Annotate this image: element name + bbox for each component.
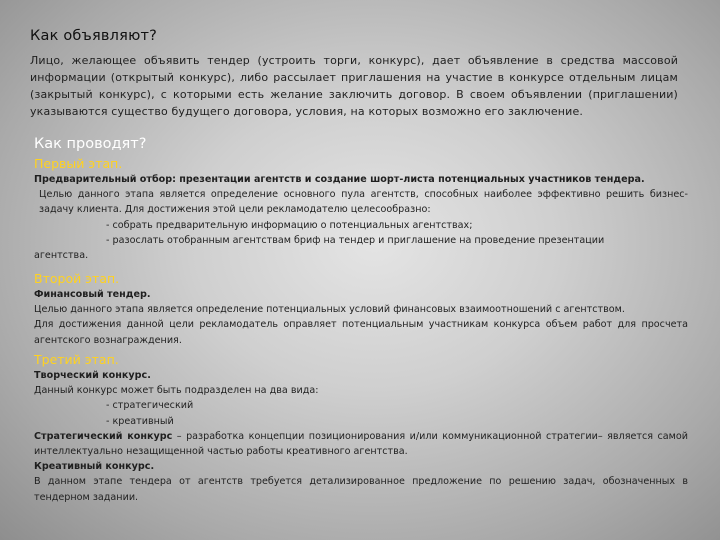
stage-3-item-2: - креативный	[106, 415, 174, 427]
stage-1-item-2-cont: агентства.	[34, 250, 89, 262]
section-title-conduct: Как проводят?	[34, 136, 147, 152]
stage-2-text-1: Целью данного этапа является определение потенциальных условий финансовых взаимоотношений с агентством.	[34, 304, 625, 316]
stage-1-heading: Предварительный отбор: презентации агентств и создание шорт-листа потенциальных участников тендера.	[34, 174, 645, 185]
stage-3-text: Данный конкурс может быть подразделен на два вида:	[34, 385, 319, 397]
stage-3-heading: Творческий конкурс.	[34, 370, 151, 381]
stage-1-text: Целью данного этапа является определение основного пула агентств, способных наиболее эффективно решить бизнес-задачу клиента. Для достижения этой цели рекламодателю целесообразно:	[39, 189, 688, 216]
section-title-announce: Как объявляют?	[30, 28, 158, 44]
stage-3-label: Третий этап.	[34, 352, 119, 367]
strategic-contest-text: – разработка концепции позиционирования и/или коммуникационной стратегии– является самой интеллектуально незащищенной частью работы креативного агентства.	[34, 430, 688, 458]
announce-paragraph: Лицо, желающее объявить тендер (устроить торги, конкурс), дает объявление в средства массовой информации (открытый конкурс), либо рассылает приглашения на участие в конкурсе отдельным лицам (закрытый конкурс), с которыми есть желание заключить договор. В своем объявлении (приглашении) указываются существо будущего договора, условия, на которых возможно его заключение.	[30, 54, 678, 118]
stage-1-item-2: - разослать отобранным агентствам бриф на тендер и приглашение на проведение презентации	[106, 234, 605, 246]
stage-2-label: Второй этап.	[34, 271, 120, 286]
strategic-contest-label: Стратегический конкурс	[34, 430, 173, 442]
stage-2-heading: Финансовый тендер.	[34, 289, 151, 300]
stage-2-text-2: Для достижения данной цели рекламодатель оправляет потенциальным участникам конкурса объем работ для просчета агентского вознаграждения.	[34, 319, 688, 346]
stage-2-block	[34, 271, 688, 348]
stage-1-label: Первый этап.	[34, 156, 123, 171]
creative-contest-text: В данном этапе тендера от агентств требуется детализированное предложение по решению задач, обозначенных в тендерном задании.	[34, 476, 688, 503]
stage-1-block	[34, 156, 688, 263]
stage-3-item-1: - стратегический	[106, 400, 194, 412]
strategic-contest-paragraph	[34, 429, 688, 459]
stage-1-item-1: - собрать предварительную информацию о потенциальных агентствах;	[106, 219, 473, 231]
stage-3-block	[34, 352, 688, 505]
creative-contest-label: Креативный конкурс.	[34, 461, 155, 473]
